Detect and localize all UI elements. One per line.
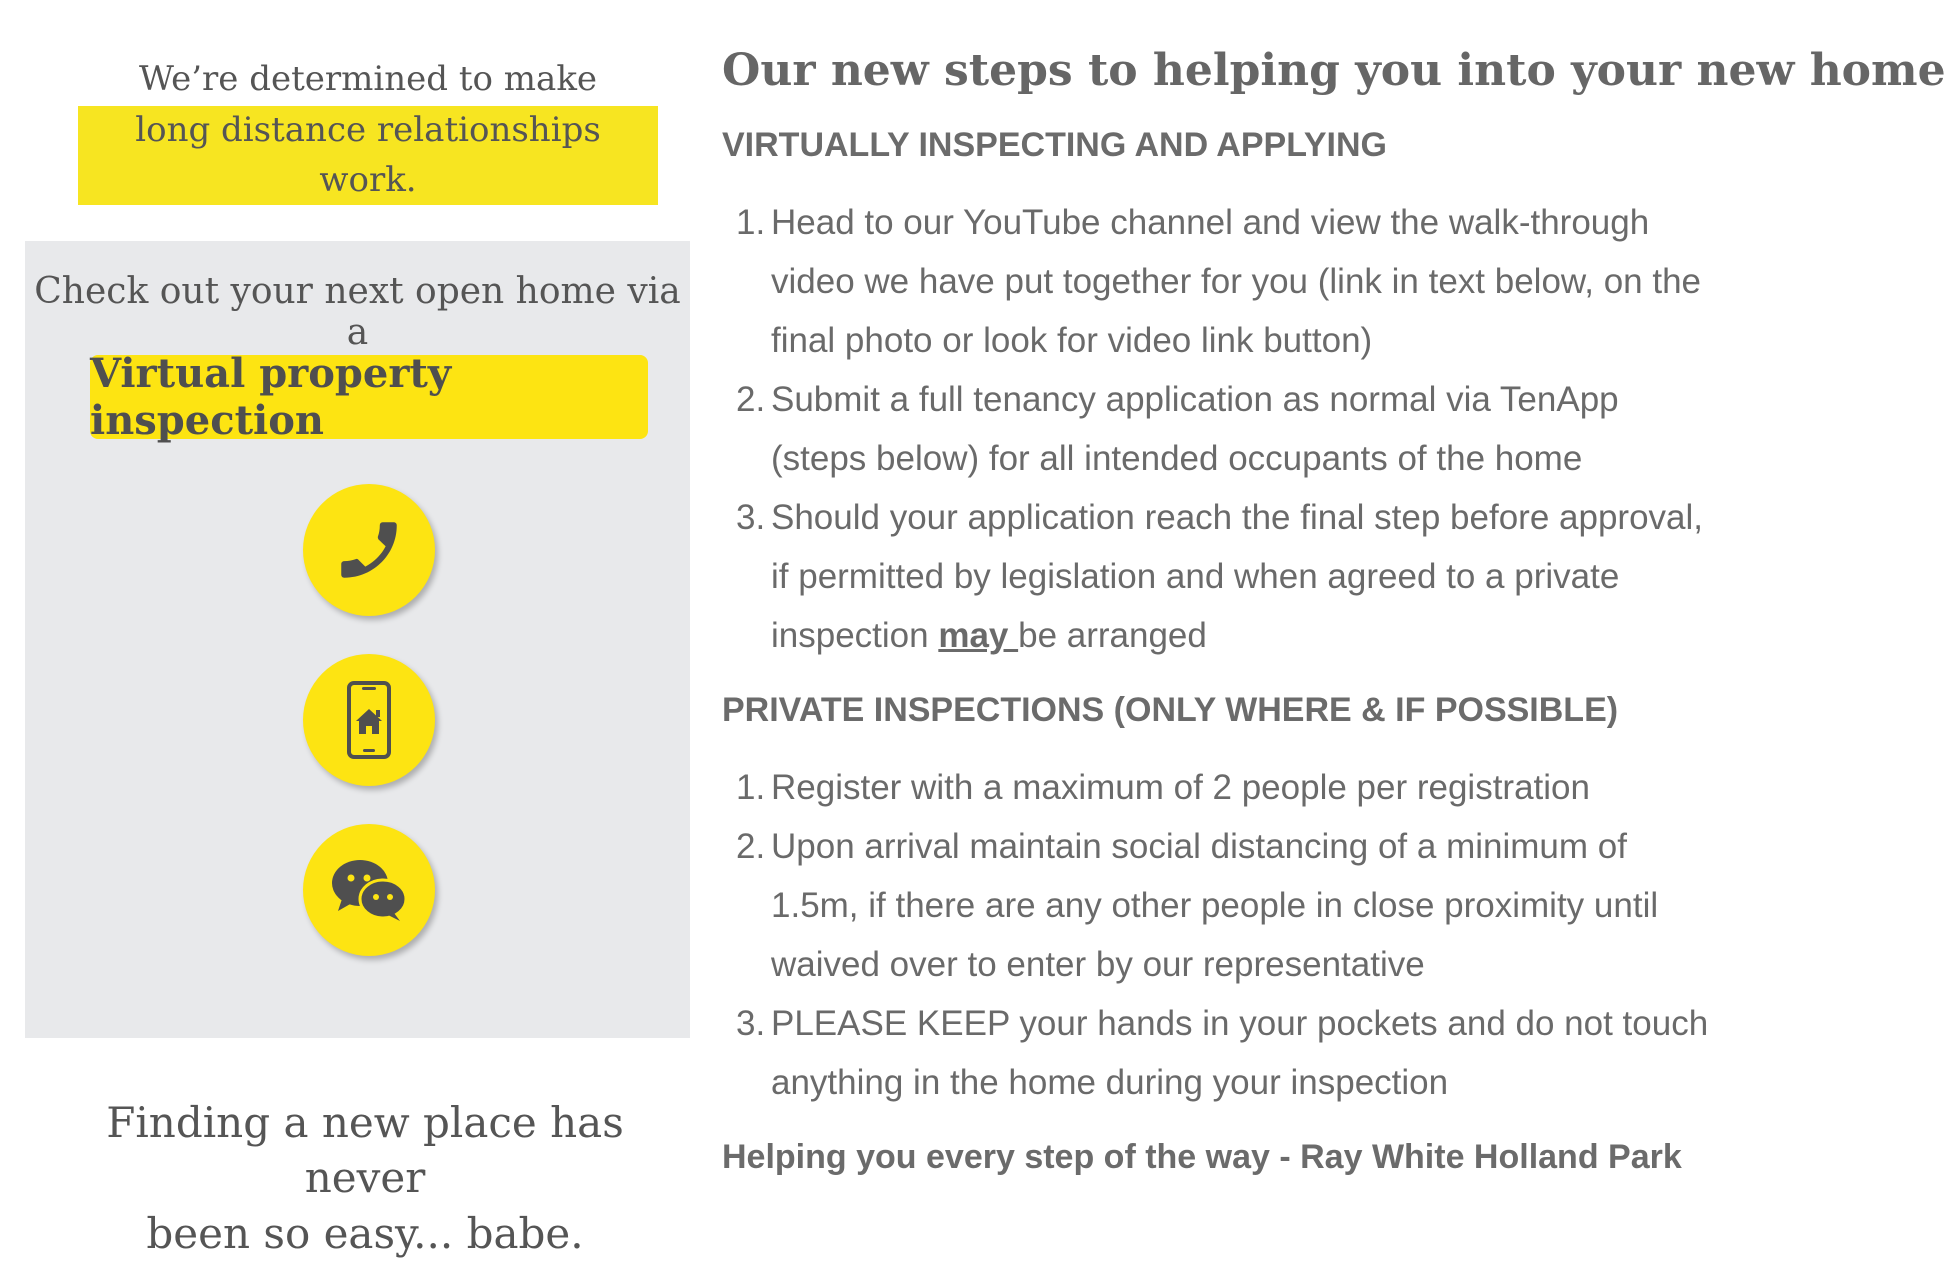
phone-icon [303, 484, 435, 616]
private-steps-list [722, 758, 1712, 1112]
list-item: 3. Should your application reach the final step before approval, if permitted by legislation and when agreed to a private inspection may be arranged [736, 498, 1703, 655]
section-virtual-title: VIRTUALLY INSPECTING AND APPLYING [722, 126, 1387, 164]
steps-column [722, 45, 1946, 1177]
virtual-steps-list [722, 193, 1712, 665]
list-item: 1. Register with a maximum of 2 people per registration [736, 768, 1590, 807]
list-item: 2. Upon arrival maintain social distancing of a minimum of 1.5m, if there are any other people in close proximity until waived over to enter by our representative [736, 827, 1659, 984]
virtual-inspection-panel [25, 241, 690, 1038]
emphasis-may: may [938, 616, 1019, 655]
tagline [78, 55, 658, 205]
chat-bubbles-icon [303, 824, 435, 956]
closing-message [40, 1095, 690, 1261]
tagline-line-2-highlighted: long distance relationships work. [78, 106, 658, 205]
footer-signoff: Helping you every step of the way - Ray White Holland Park [722, 1138, 1682, 1176]
list-item: 1. Head to our YouTube channel and view the walk-through video we have put together for you (link in text below, on the final photo or look for video link button) [736, 203, 1702, 360]
tagline-line-1: We’re determined to make [138, 59, 598, 99]
closing-line-1: Finding a new place has never [106, 1098, 624, 1203]
panel-intro-text: Check out your next open home via a [34, 271, 681, 353]
virtual-inspection-badge: Virtual property inspection [90, 355, 648, 439]
page-title: Our new steps to helping you into your new home [722, 45, 1946, 96]
section-private-title: PRIVATE INSPECTIONS (ONLY WHERE & IF POSSIBLE) [722, 691, 1619, 729]
closing-line-2: been so easy... babe. [146, 1208, 584, 1258]
list-item: 3. PLEASE KEEP your hands in your pockets and do not touch anything in the home during your inspection [736, 1004, 1709, 1102]
list-item: 2. Submit a full tenancy application as normal via TenApp (steps below) for all intended occupants of the home [736, 380, 1619, 478]
mobile-home-icon [303, 654, 435, 786]
